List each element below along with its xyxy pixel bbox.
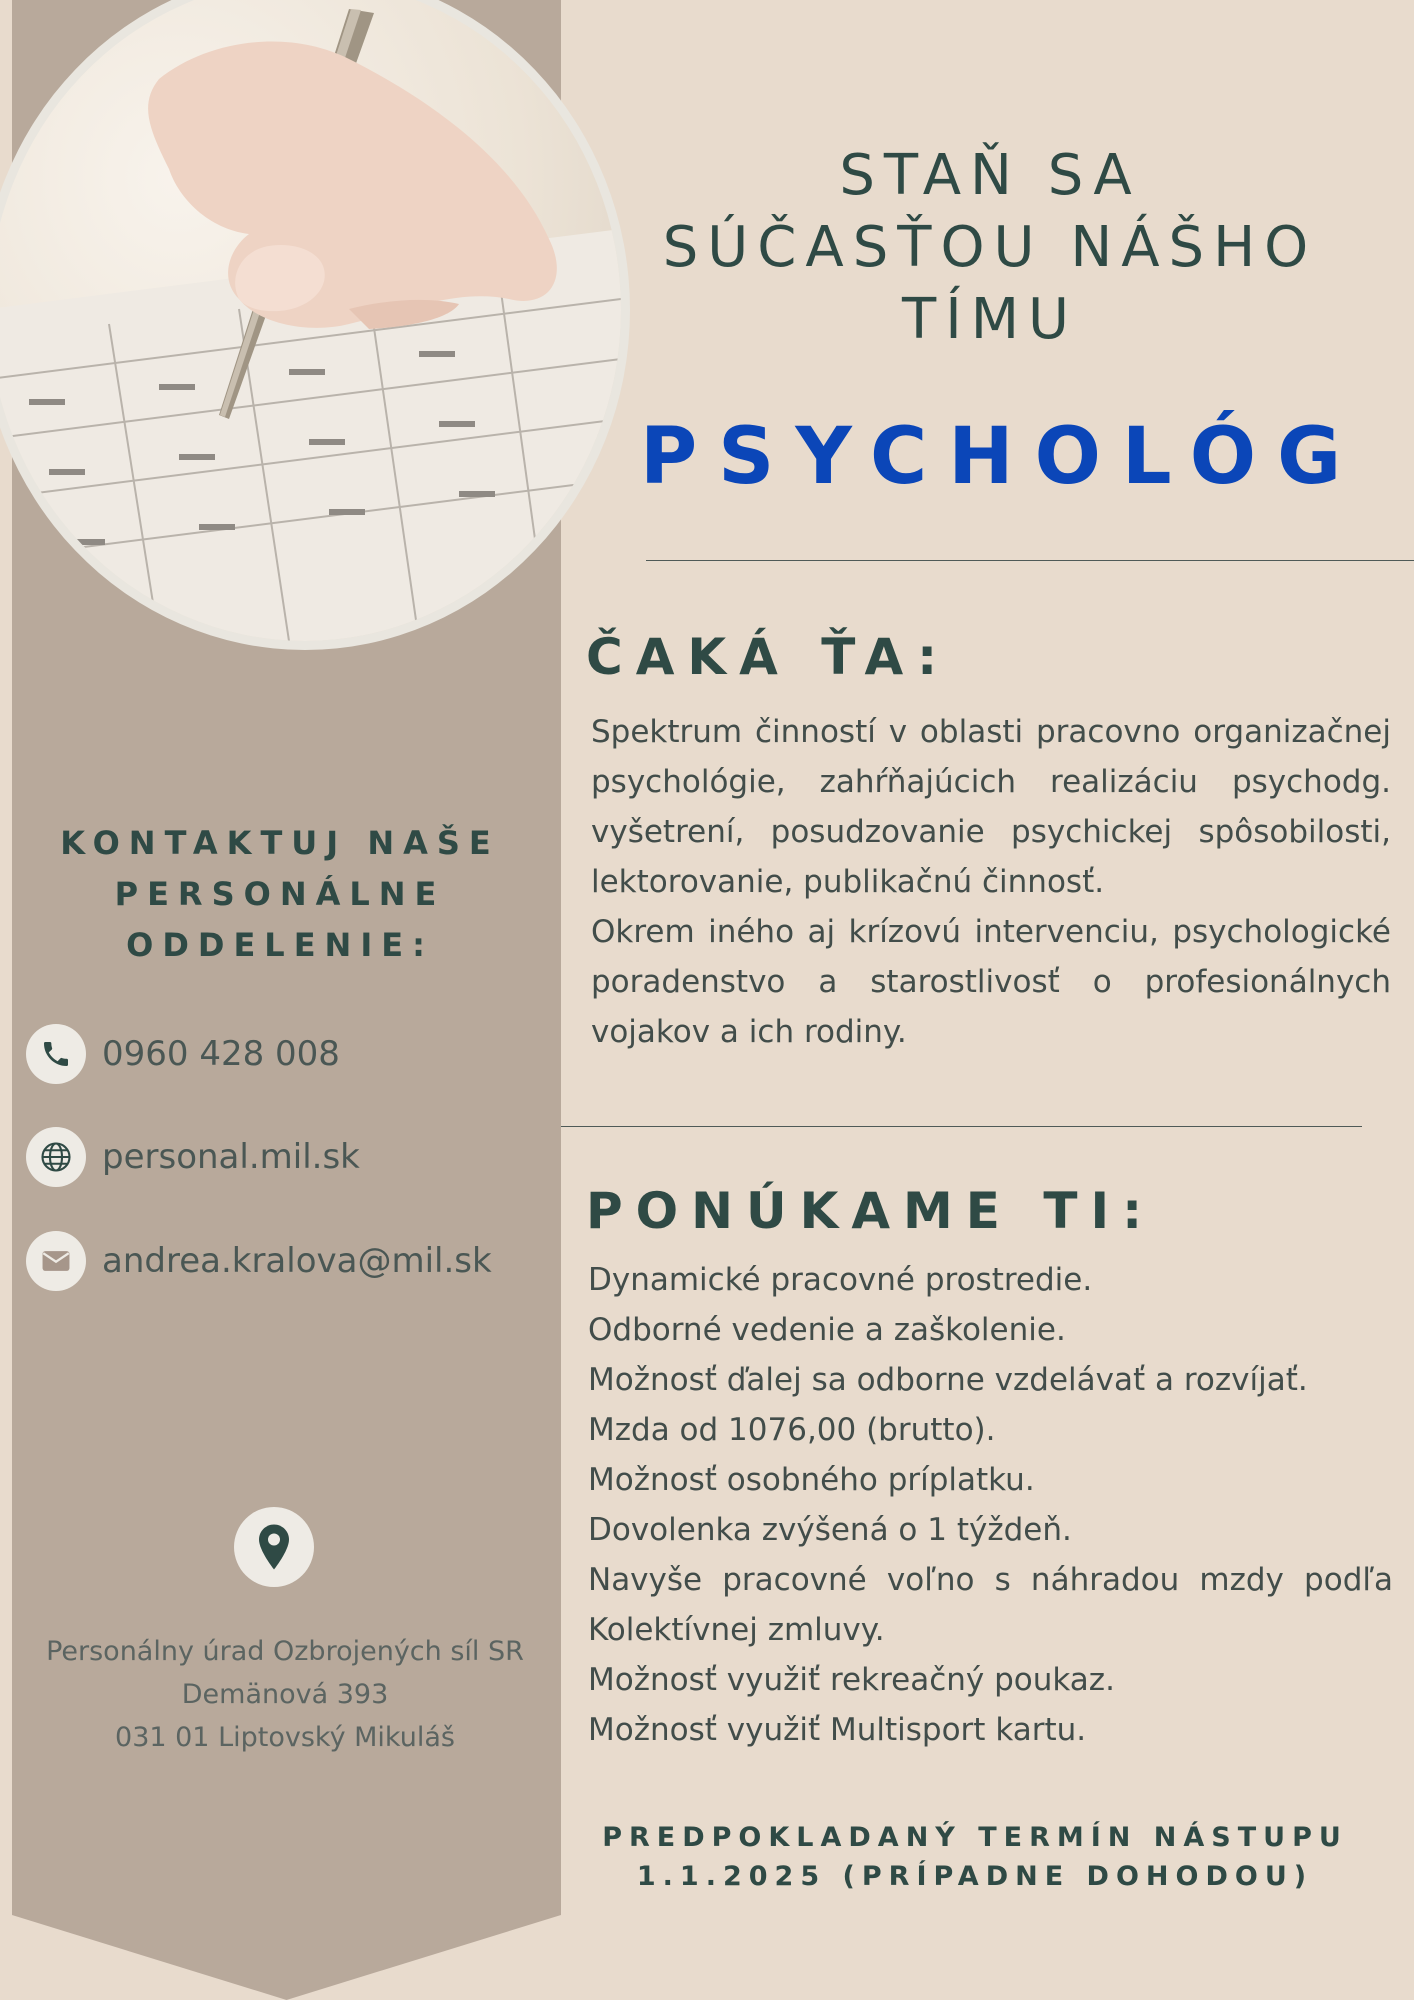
offer-item: Možnosť osobného príplatku. <box>588 1462 1035 1498</box>
address-line: Demänová 393 <box>181 1679 389 1710</box>
headline <box>600 140 1380 356</box>
offer-item: Dynamické pracovné prostredie. <box>588 1262 1093 1298</box>
phone-icon <box>26 1024 86 1084</box>
contact-phone[interactable] <box>26 1024 340 1084</box>
offer-item: Odborné vedenie a zaškolenie. <box>588 1312 1066 1348</box>
address-block <box>20 1630 550 1759</box>
awaits-title: ČAKÁ ŤA: <box>586 628 951 686</box>
offers-list <box>588 1255 1393 1755</box>
contact-heading-line: KONTAKTUJ NAŠE <box>60 824 500 862</box>
photo-illustration <box>0 0 621 641</box>
globe-icon <box>26 1127 86 1187</box>
hand-writing-photo <box>0 0 630 650</box>
offers-title: PONÚKAME TI: <box>586 1182 1156 1240</box>
offer-item: Navyše pracovné voľno s náhradou mzdy podľa Kolektívnej zmluvy. <box>588 1562 1393 1648</box>
address-line: 031 01 Liptovský Mikuláš <box>115 1722 455 1753</box>
awaits-paragraph: Okrem iného aj krízovú intervenciu, psychologické poradenstvo a starostlivosť o profesionálnych vojakov a ich rodiny. <box>591 914 1391 1050</box>
contact-heading-line: ODDELENIE: <box>126 926 434 964</box>
divider <box>561 1126 1362 1127</box>
start-date-line: PREDPOKLADANÝ TERMÍN NÁSTUPU <box>602 1822 1348 1853</box>
headline-line: SÚČASŤOU NÁŠHO <box>662 215 1318 280</box>
awaits-paragraph: Spektrum činností v oblasti pracovno organizačnej psychológie, zahŕňajúcich realizáciu psychodg. vyšetrení, posudzovanie psychickej spôsobilosti, lektorovanie, publikačnú činnosť. <box>591 714 1391 900</box>
offer-item: Mzda od 1076,00 (brutto). <box>588 1412 996 1448</box>
location-pin-icon <box>234 1507 314 1587</box>
mail-icon <box>26 1231 86 1291</box>
offer-item: Možnosť ďalej sa odborne vzdelávať a rozvíjať. <box>588 1362 1308 1398</box>
start-date-line: 1.1.2025 (PRÍPADNE DOHODOU) <box>636 1861 1314 1892</box>
contact-heading <box>30 818 530 971</box>
phone-number[interactable]: 0960 428 008 <box>102 1034 340 1074</box>
job-title: PSYCHOLÓG <box>640 412 1363 502</box>
awaits-text <box>591 707 1391 1057</box>
divider <box>646 560 1414 561</box>
headline-line: STAŇ SA <box>839 143 1141 208</box>
headline-line: TÍMU <box>901 287 1079 352</box>
contact-email[interactable] <box>26 1231 492 1291</box>
offer-item: Dovolenka zvýšená o 1 týždeň. <box>588 1512 1072 1548</box>
website-link[interactable]: personal.mil.sk <box>102 1137 360 1177</box>
offer-item: Možnosť využiť rekreačný poukaz. <box>588 1662 1115 1698</box>
contact-website[interactable] <box>26 1127 360 1187</box>
contact-heading-line: PERSONÁLNE <box>114 875 446 913</box>
address-line: Personálny úrad Ozbrojených síl SR <box>46 1636 524 1667</box>
start-date-note <box>590 1818 1360 1896</box>
email-link[interactable]: andrea.kralova@mil.sk <box>102 1241 492 1281</box>
offer-item: Možnosť využiť Multisport kartu. <box>588 1712 1087 1748</box>
